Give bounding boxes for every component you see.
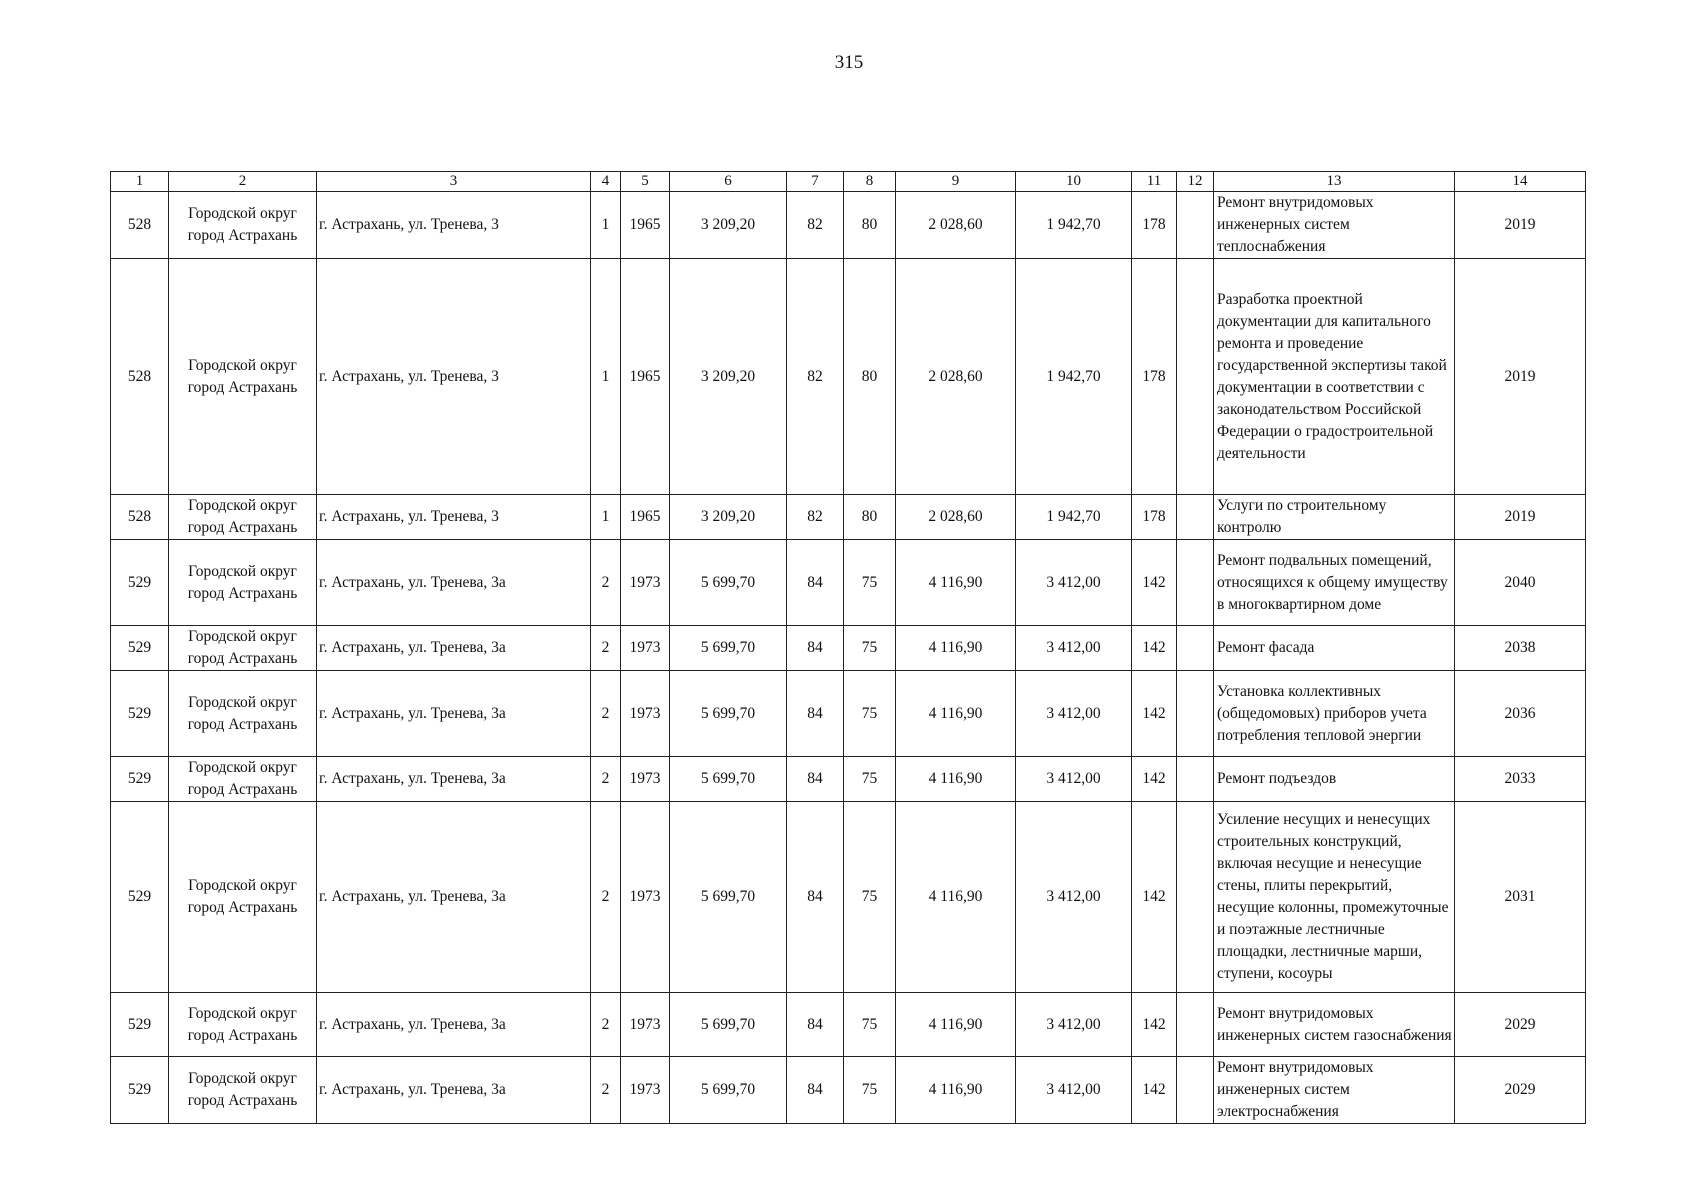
col4-cell: 2 [591, 671, 621, 757]
row-number-cell: 529 [111, 626, 169, 671]
col7-cell: 84 [787, 671, 844, 757]
col12-cell [1177, 671, 1214, 757]
col11-cell: 178 [1132, 259, 1177, 495]
planned-year-cell: 2038 [1455, 626, 1586, 671]
col10-cell: 3 412,00 [1016, 626, 1132, 671]
repair-work-cell: Усиление несущих и ненесущих строительных конструкций, включая несущие и ненесущие стены, плиты перекрытий, несущие колонны, промежуточные и поэтажные лестничные площадки, лестничные марши, ступени, косоуры [1214, 802, 1455, 993]
municipality-cell: Городской округ город Астрахань [169, 192, 317, 259]
col8-cell: 80 [844, 495, 896, 540]
repair-work-cell: Ремонт подвальных помещений, относящихся к общему имуществу в многоквартирном доме [1214, 540, 1455, 626]
col10-cell: 3 412,00 [1016, 540, 1132, 626]
municipality-cell: Городской округ город Астрахань [169, 540, 317, 626]
col9-cell: 2 028,60 [896, 259, 1016, 495]
col10-cell: 1 942,70 [1016, 495, 1132, 540]
address-cell: г. Астрахань, ул. Тренева, 3 [317, 192, 591, 259]
year-built-cell: 1965 [621, 495, 670, 540]
municipality-cell: Городской округ город Астрахань [169, 626, 317, 671]
col4-cell: 1 [591, 259, 621, 495]
total-area-cell: 5 699,70 [670, 671, 787, 757]
col8-cell: 75 [844, 540, 896, 626]
col8-cell: 80 [844, 259, 896, 495]
col10-cell: 1 942,70 [1016, 259, 1132, 495]
table-row [111, 802, 1586, 993]
address-cell: г. Астрахань, ул. Тренева, 3а [317, 540, 591, 626]
municipality-cell: Городской округ город Астрахань [169, 259, 317, 495]
col8-cell: 75 [844, 671, 896, 757]
total-area-cell: 5 699,70 [670, 1057, 787, 1124]
planned-year-cell: 2029 [1455, 993, 1586, 1057]
year-built-cell: 1965 [621, 259, 670, 495]
planned-year-cell: 2019 [1455, 192, 1586, 259]
row-number-cell: 528 [111, 192, 169, 259]
col10-cell: 3 412,00 [1016, 993, 1132, 1057]
col11-cell: 142 [1132, 540, 1177, 626]
col7-cell: 84 [787, 1057, 844, 1124]
column-number: 11 [1132, 172, 1177, 192]
col12-cell [1177, 540, 1214, 626]
year-built-cell: 1973 [621, 802, 670, 993]
column-number: 4 [591, 172, 621, 192]
row-number-cell: 529 [111, 757, 169, 802]
col7-cell: 84 [787, 993, 844, 1057]
table-row [111, 540, 1586, 626]
repair-work-cell: Ремонт внутридомовых инженерных систем теплоснабжения [1214, 192, 1455, 259]
col9-cell: 4 116,90 [896, 540, 1016, 626]
planned-year-cell: 2019 [1455, 259, 1586, 495]
address-cell: г. Астрахань, ул. Тренева, 3а [317, 1057, 591, 1124]
col7-cell: 82 [787, 192, 844, 259]
col9-cell: 2 028,60 [896, 192, 1016, 259]
col4-cell: 2 [591, 1057, 621, 1124]
col12-cell [1177, 259, 1214, 495]
col8-cell: 75 [844, 1057, 896, 1124]
total-area-cell: 3 209,20 [670, 192, 787, 259]
col4-cell: 1 [591, 495, 621, 540]
col8-cell: 75 [844, 626, 896, 671]
col9-cell: 4 116,90 [896, 626, 1016, 671]
col11-cell: 142 [1132, 626, 1177, 671]
column-number: 2 [169, 172, 317, 192]
municipality-cell: Городской округ город Астрахань [169, 802, 317, 993]
col8-cell: 80 [844, 192, 896, 259]
address-cell: г. Астрахань, ул. Тренева, 3а [317, 757, 591, 802]
municipality-cell: Городской округ город Астрахань [169, 495, 317, 540]
col9-cell: 4 116,90 [896, 1057, 1016, 1124]
column-number: 7 [787, 172, 844, 192]
repair-work-cell: Ремонт подъездов [1214, 757, 1455, 802]
col4-cell: 2 [591, 540, 621, 626]
column-number: 9 [896, 172, 1016, 192]
table-row [111, 671, 1586, 757]
planned-year-cell: 2019 [1455, 495, 1586, 540]
repair-work-cell: Ремонт внутридомовых инженерных систем газоснабжения [1214, 993, 1455, 1057]
column-number: 3 [317, 172, 591, 192]
year-built-cell: 1965 [621, 192, 670, 259]
col10-cell: 1 942,70 [1016, 192, 1132, 259]
col9-cell: 2 028,60 [896, 495, 1016, 540]
planned-year-cell: 2033 [1455, 757, 1586, 802]
row-number-cell: 529 [111, 671, 169, 757]
year-built-cell: 1973 [621, 1057, 670, 1124]
col4-cell: 1 [591, 192, 621, 259]
col9-cell: 4 116,90 [896, 993, 1016, 1057]
year-built-cell: 1973 [621, 993, 670, 1057]
total-area-cell: 3 209,20 [670, 495, 787, 540]
row-number-cell: 529 [111, 1057, 169, 1124]
municipality-cell: Городской округ город Астрахань [169, 993, 317, 1057]
repair-work-cell: Установка коллективных (общедомовых) приборов учета потребления тепловой энергии [1214, 671, 1455, 757]
row-number-cell: 528 [111, 259, 169, 495]
col8-cell: 75 [844, 757, 896, 802]
col11-cell: 142 [1132, 757, 1177, 802]
repair-work-cell: Ремонт фасада [1214, 626, 1455, 671]
col4-cell: 2 [591, 626, 621, 671]
col12-cell [1177, 495, 1214, 540]
table-row [111, 1057, 1586, 1124]
municipality-cell: Городской округ город Астрахань [169, 671, 317, 757]
repair-work-cell: Ремонт внутридомовых инженерных систем электроснабжения [1214, 1057, 1455, 1124]
repair-work-cell: Разработка проектной документации для капитального ремонта и проведение государственной экспертизы такой документации в соответствии с законодательством Российской Федерации о градостроительной деятельности [1214, 259, 1455, 495]
table-row [111, 192, 1586, 259]
total-area-cell: 5 699,70 [670, 540, 787, 626]
year-built-cell: 1973 [621, 757, 670, 802]
page-number: 315 [834, 52, 864, 73]
address-cell: г. Астрахань, ул. Тренева, 3а [317, 802, 591, 993]
year-built-cell: 1973 [621, 540, 670, 626]
col9-cell: 4 116,90 [896, 757, 1016, 802]
column-number: 10 [1016, 172, 1132, 192]
capital-repair-table [110, 171, 1586, 1124]
year-built-cell: 1973 [621, 671, 670, 757]
address-cell: г. Астрахань, ул. Тренева, 3а [317, 993, 591, 1057]
col10-cell: 3 412,00 [1016, 757, 1132, 802]
total-area-cell: 5 699,70 [670, 993, 787, 1057]
repair-work-cell: Услуги по строительному контролю [1214, 495, 1455, 540]
address-cell: г. Астрахань, ул. Тренева, 3а [317, 626, 591, 671]
row-number-cell: 529 [111, 802, 169, 993]
row-number-cell: 528 [111, 495, 169, 540]
col8-cell: 75 [844, 993, 896, 1057]
col4-cell: 2 [591, 993, 621, 1057]
col10-cell: 3 412,00 [1016, 1057, 1132, 1124]
col7-cell: 82 [787, 259, 844, 495]
col11-cell: 178 [1132, 495, 1177, 540]
col12-cell [1177, 993, 1214, 1057]
row-number-cell: 529 [111, 993, 169, 1057]
planned-year-cell: 2029 [1455, 1057, 1586, 1124]
col8-cell: 75 [844, 802, 896, 993]
col7-cell: 82 [787, 495, 844, 540]
col11-cell: 142 [1132, 1057, 1177, 1124]
total-area-cell: 5 699,70 [670, 626, 787, 671]
column-number: 14 [1455, 172, 1586, 192]
column-number: 6 [670, 172, 787, 192]
total-area-cell: 5 699,70 [670, 802, 787, 993]
total-area-cell: 3 209,20 [670, 259, 787, 495]
table-row [111, 495, 1586, 540]
column-number: 1 [111, 172, 169, 192]
column-number: 5 [621, 172, 670, 192]
col7-cell: 84 [787, 540, 844, 626]
col11-cell: 142 [1132, 993, 1177, 1057]
col4-cell: 2 [591, 757, 621, 802]
table-row [111, 757, 1586, 802]
col12-cell [1177, 757, 1214, 802]
column-number-row [111, 172, 1586, 192]
column-number: 13 [1214, 172, 1455, 192]
col11-cell: 142 [1132, 802, 1177, 993]
col10-cell: 3 412,00 [1016, 671, 1132, 757]
col4-cell: 2 [591, 802, 621, 993]
col11-cell: 178 [1132, 192, 1177, 259]
planned-year-cell: 2040 [1455, 540, 1586, 626]
col12-cell [1177, 802, 1214, 993]
col7-cell: 84 [787, 626, 844, 671]
row-number-cell: 529 [111, 540, 169, 626]
address-cell: г. Астрахань, ул. Тренева, 3 [317, 495, 591, 540]
total-area-cell: 5 699,70 [670, 757, 787, 802]
table-row [111, 626, 1586, 671]
col9-cell: 4 116,90 [896, 802, 1016, 993]
municipality-cell: Городской округ город Астрахань [169, 757, 317, 802]
table-row [111, 993, 1586, 1057]
col9-cell: 4 116,90 [896, 671, 1016, 757]
address-cell: г. Астрахань, ул. Тренева, 3а [317, 671, 591, 757]
col11-cell: 142 [1132, 671, 1177, 757]
planned-year-cell: 2031 [1455, 802, 1586, 993]
col7-cell: 84 [787, 757, 844, 802]
col12-cell [1177, 192, 1214, 259]
table-row [111, 259, 1586, 495]
year-built-cell: 1973 [621, 626, 670, 671]
col12-cell [1177, 626, 1214, 671]
col7-cell: 84 [787, 802, 844, 993]
col10-cell: 3 412,00 [1016, 802, 1132, 993]
planned-year-cell: 2036 [1455, 671, 1586, 757]
col12-cell [1177, 1057, 1214, 1124]
column-number: 12 [1177, 172, 1214, 192]
address-cell: г. Астрахань, ул. Тренева, 3 [317, 259, 591, 495]
municipality-cell: Городской округ город Астрахань [169, 1057, 317, 1124]
column-number: 8 [844, 172, 896, 192]
